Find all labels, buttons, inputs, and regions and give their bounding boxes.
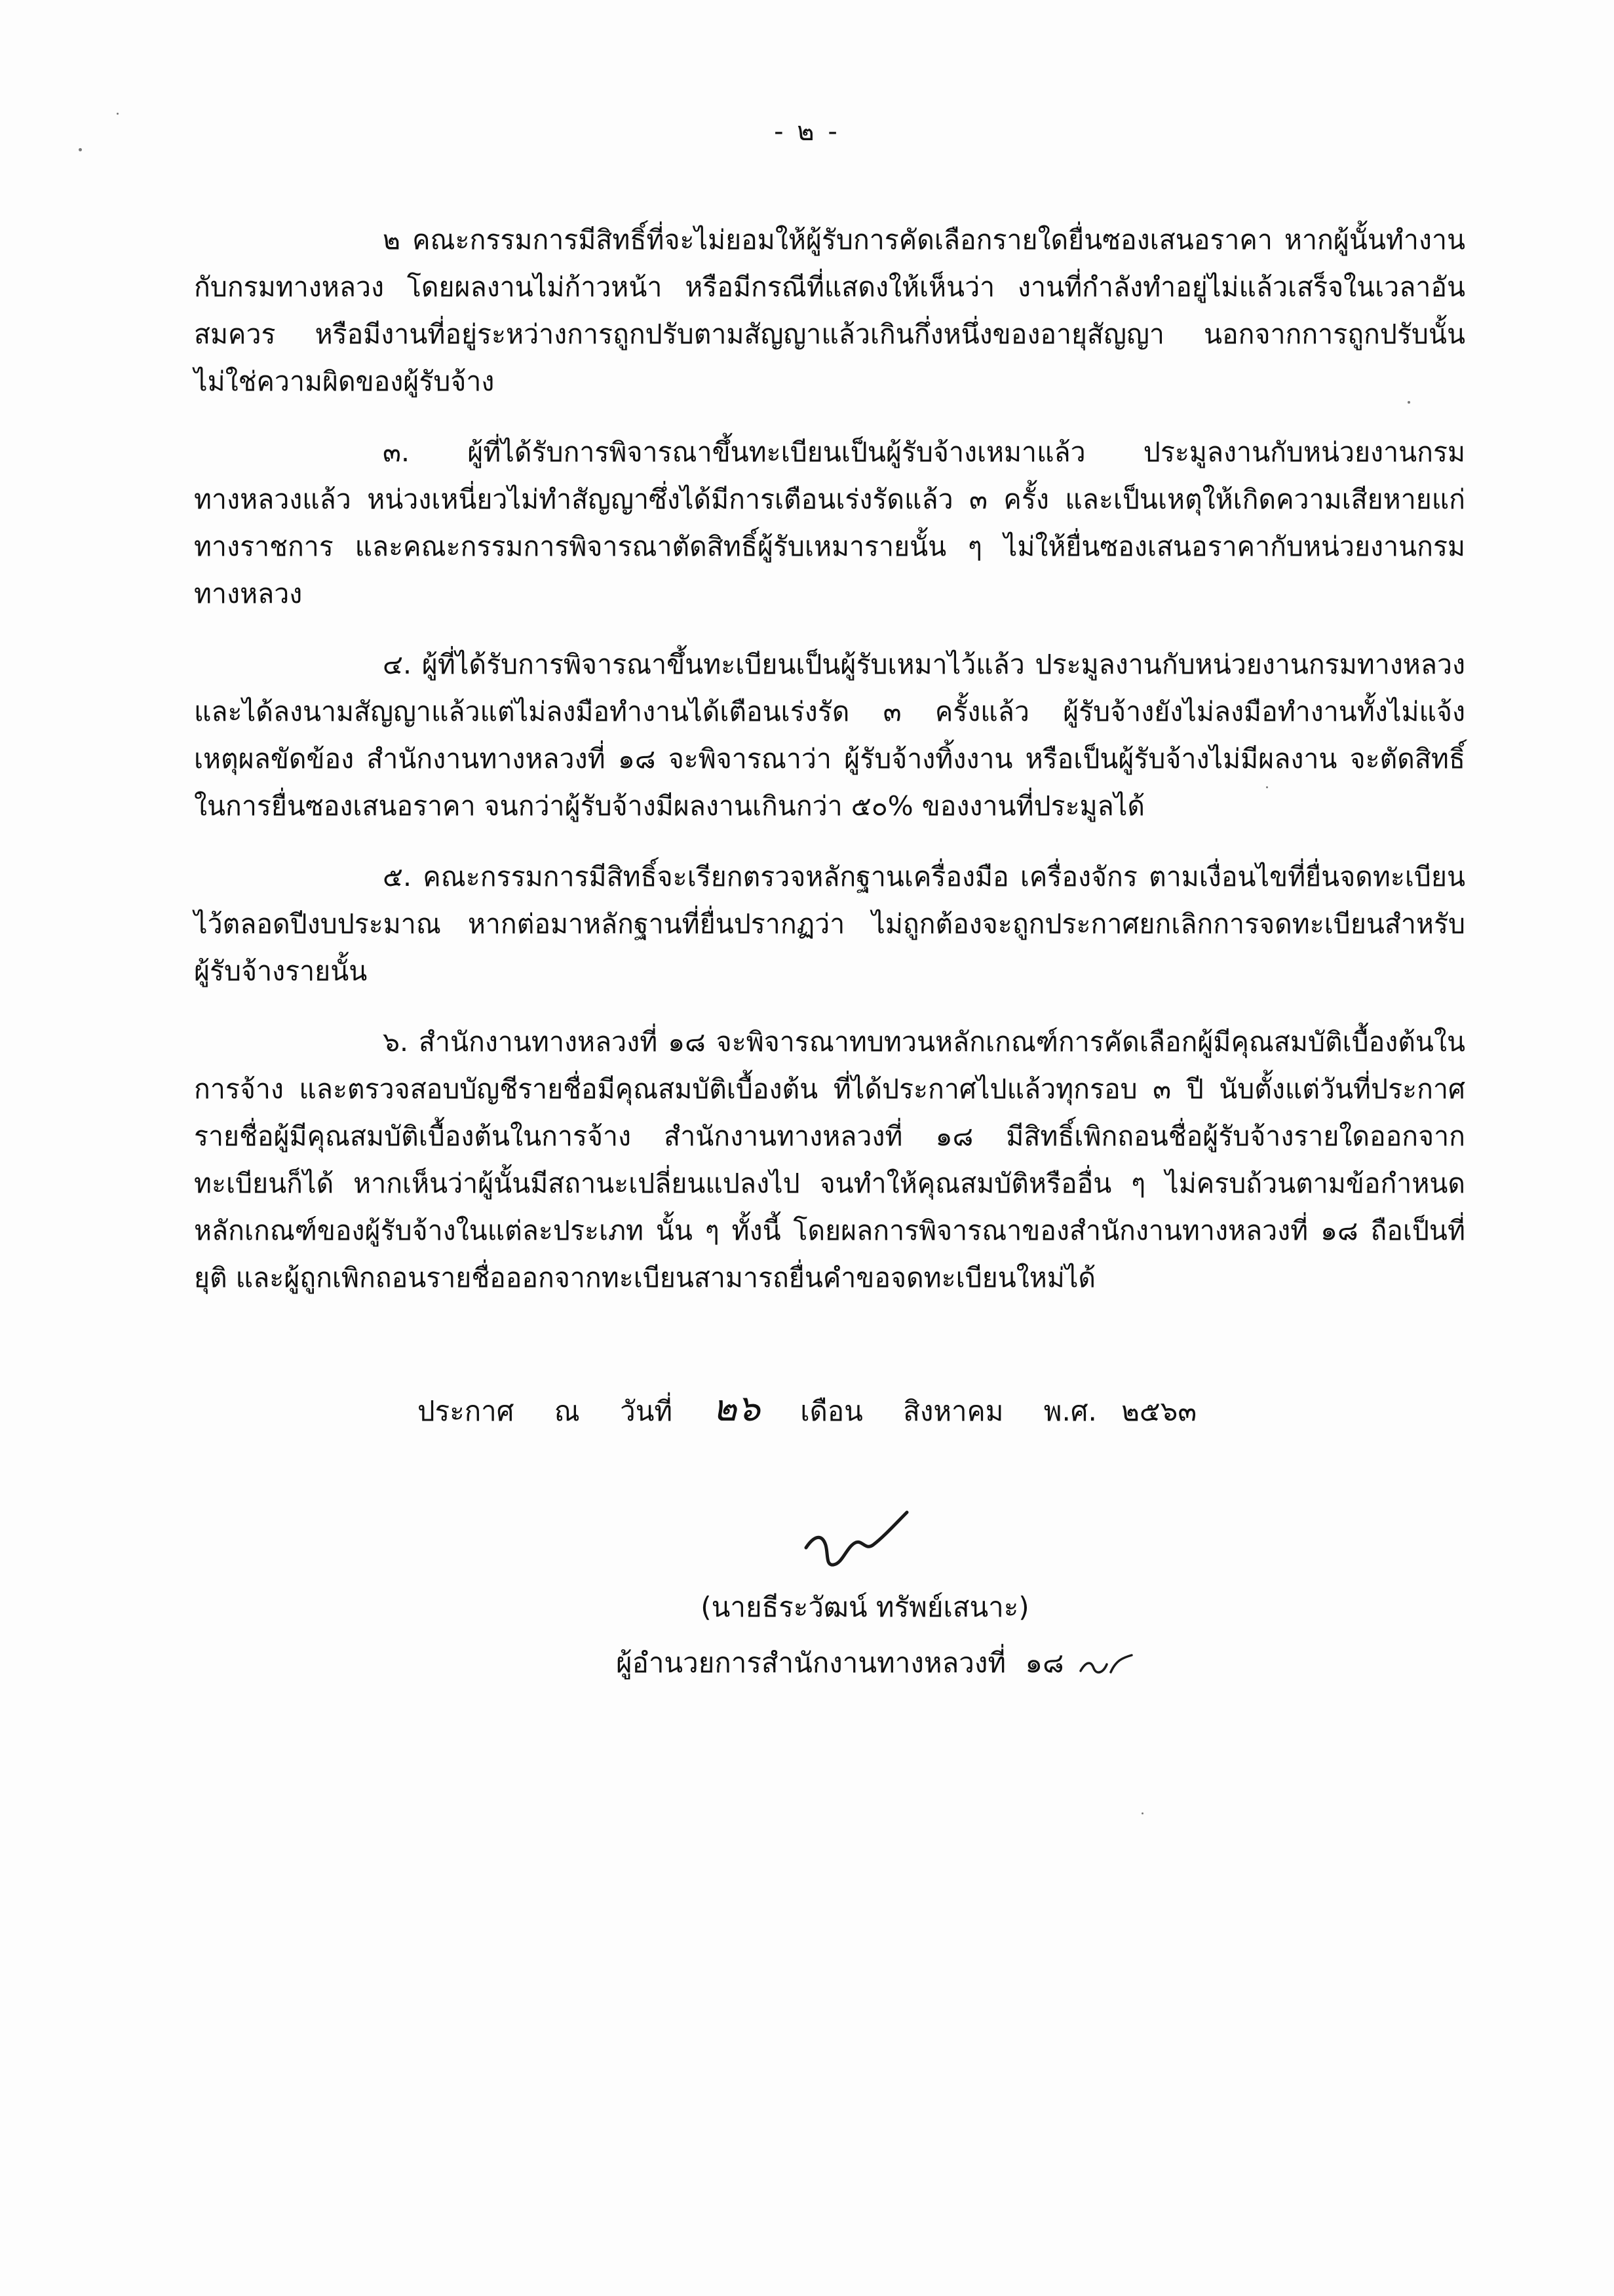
clause-4: ๔. ผู้ที่ได้รับการพิจารณาขึ้นทะเบียนเป็นผู้รับเหมาไว้แล้ว ประมูลงานกับหน่วยงานกรมทางหลวง และได้ลงนามสัญญาแล้วแต่ไม่ลงมือทำงานได้เตือนเร่งรัด ๓ ครั้งแล้ว ผู้รับจ้างยังไม่ลงมือทำงานทั้งไม่แจ้งเหตุผลขัดข้อง สำนักงานทางหลวงที่ ๑๘ จะพิจารณาว่า ผู้รับจ้างทิ้งงาน หรือเป็นผู้รับจ้างไม่มีผลงาน จะตัดสิทธิ์ในการยื่นซองเสนอราคา จนกว่าผู้รับจ้างมีผลงานเกินกว่า ๕๐% ของงานที่ประมูลได้ [194,649,1465,822]
era-label: พ.ศ. [1043,1395,1097,1427]
month-label: เดือน [800,1395,863,1427]
clause-2: ๒ คณะกรรมการมีสิทธิ์ที่จะไม่ยอมให้ผู้รับการคัดเลือกรายใดยื่นซองเสนอราคา หากผู้นั้นทำงานกับกรมทางหลวง โดยผลงานไม่ก้าวหน้า หรือมีกรณีที่แสดงให้เห็นว่า งานที่กำลังทำอยู่ไม่แล้วเสร็จในเวลาอันสมควร หรือมีงานที่อยู่ระหว่างการถูกปรับตามสัญญาแล้วเกินกึ่งหนึ่งของอายุสัญญา นอกจากการถูกปรับนั้นไม่ใช่ความผิดของผู้รับจ้าง [194,224,1465,397]
clause-3: ๓. ผู้ที่ได้รับการพิจารณาขึ้นทะเบียนเป็นผู้รับจ้างเหมาแล้ว ประมูลงานกับหน่วยงานกรมทางหลวงแล้ว หน่วงเหนี่ยวไม่ทำสัญญาซึ่งได้มีการเตือนเร่งรัดแล้ว ๓ ครั้ง และเป็นเหตุให้เกิดความเสียหายแก่ทางราชการ และคณะกรรมการพิจารณาตัดสิทธิ์ผู้รับเหมารายนั้น ๆ ไม่ให้ยื่นซองเสนอราคากับหน่วยงานกรมทางหลวง [194,436,1465,609]
clause-5: ๕. คณะกรรมการมีสิทธิ์จะเรียกตรวจหลักฐานเครื่องมือ เครื่องจักร ตามเงื่อนไขที่ยื่นจดทะเบียนไว้ตลอดปีงบประมาณ หากต่อมาหลักฐานที่ยื่นปรากฏว่า ไม่ถูกต้องจะถูกประกาศยกเลิกการจดทะเบียนสำหรับผู้รับจ้างรายนั้น [194,861,1465,987]
handwritten-day: ๒๖ [712,1387,760,1430]
scan-speck [79,148,82,151]
handwritten-signature [799,1507,911,1579]
signer-title-line [616,1641,1136,1685]
year-value: ๒๕๖๓ [1121,1395,1197,1427]
announcement-label: ประกาศ [417,1395,514,1427]
announcement-date-line [0,1383,1614,1438]
scan-speck [1142,1812,1143,1814]
scan-speck [117,113,119,115]
scan-speck [1266,786,1268,788]
office-number: ๑๘ [1025,1647,1064,1679]
announcement-at: ณ [554,1395,580,1427]
signer-name: (นายธีระวัฒน์ ทรัพย์เสนาะ) [701,1591,1029,1623]
signer-title: ผู้อำนวยการสำนักงานทางหลวงที่ [616,1647,1007,1679]
clause-6: ๖. สำนักงานทางหลวงที่ ๑๘ จะพิจารณาทบทวนหลักเกณฑ์การคัดเลือกผู้มีคุณสมบัติเบื้องต้นในการจ้าง และตรวจสอบบัญชีรายชื่อมีคุณสมบัติเบื้องต้น ที่ได้ประกาศไปแล้วทุกรอบ ๓ ปี นับตั้งแต่วันที่ประกาศรายชื่อผู้มีคุณสมบัติเบื้องต้นในการจ้าง สำนักงานทางหลวงที่ ๑๘ มีสิทธิ์เพิกถอนชื่อผู้รับจ้างรายใดออกจากทะเบียนก็ได้ หากเห็นว่าผู้นั้นมีสถานะเปลี่ยนแปลงไป จนทำให้คุณสมบัติหรืออื่น ๆ ไม่ครบถ้วนตามข้อกำหนดหลักเกณฑ์ของผู้รับจ้างในแต่ละประเภท นั้น ๆ ทั้งนี้ โดยผลการพิจารณาของสำนักงานทางหลวงที่ ๑๘ ถือเป็นที่ยุติ และผู้ถูกเพิกถอนรายชื่อออกจากทะเบียนสามารถยื่นคำขอจดทะเบียนใหม่ได้ [194,1026,1465,1293]
month-value: สิงหาคม [903,1395,1004,1427]
scan-speck [1408,401,1410,404]
initials-mark [1077,1649,1136,1681]
page-number: - ๒ - [774,117,840,147]
day-label: วันที่ [620,1395,673,1427]
document-body [194,216,1465,1325]
